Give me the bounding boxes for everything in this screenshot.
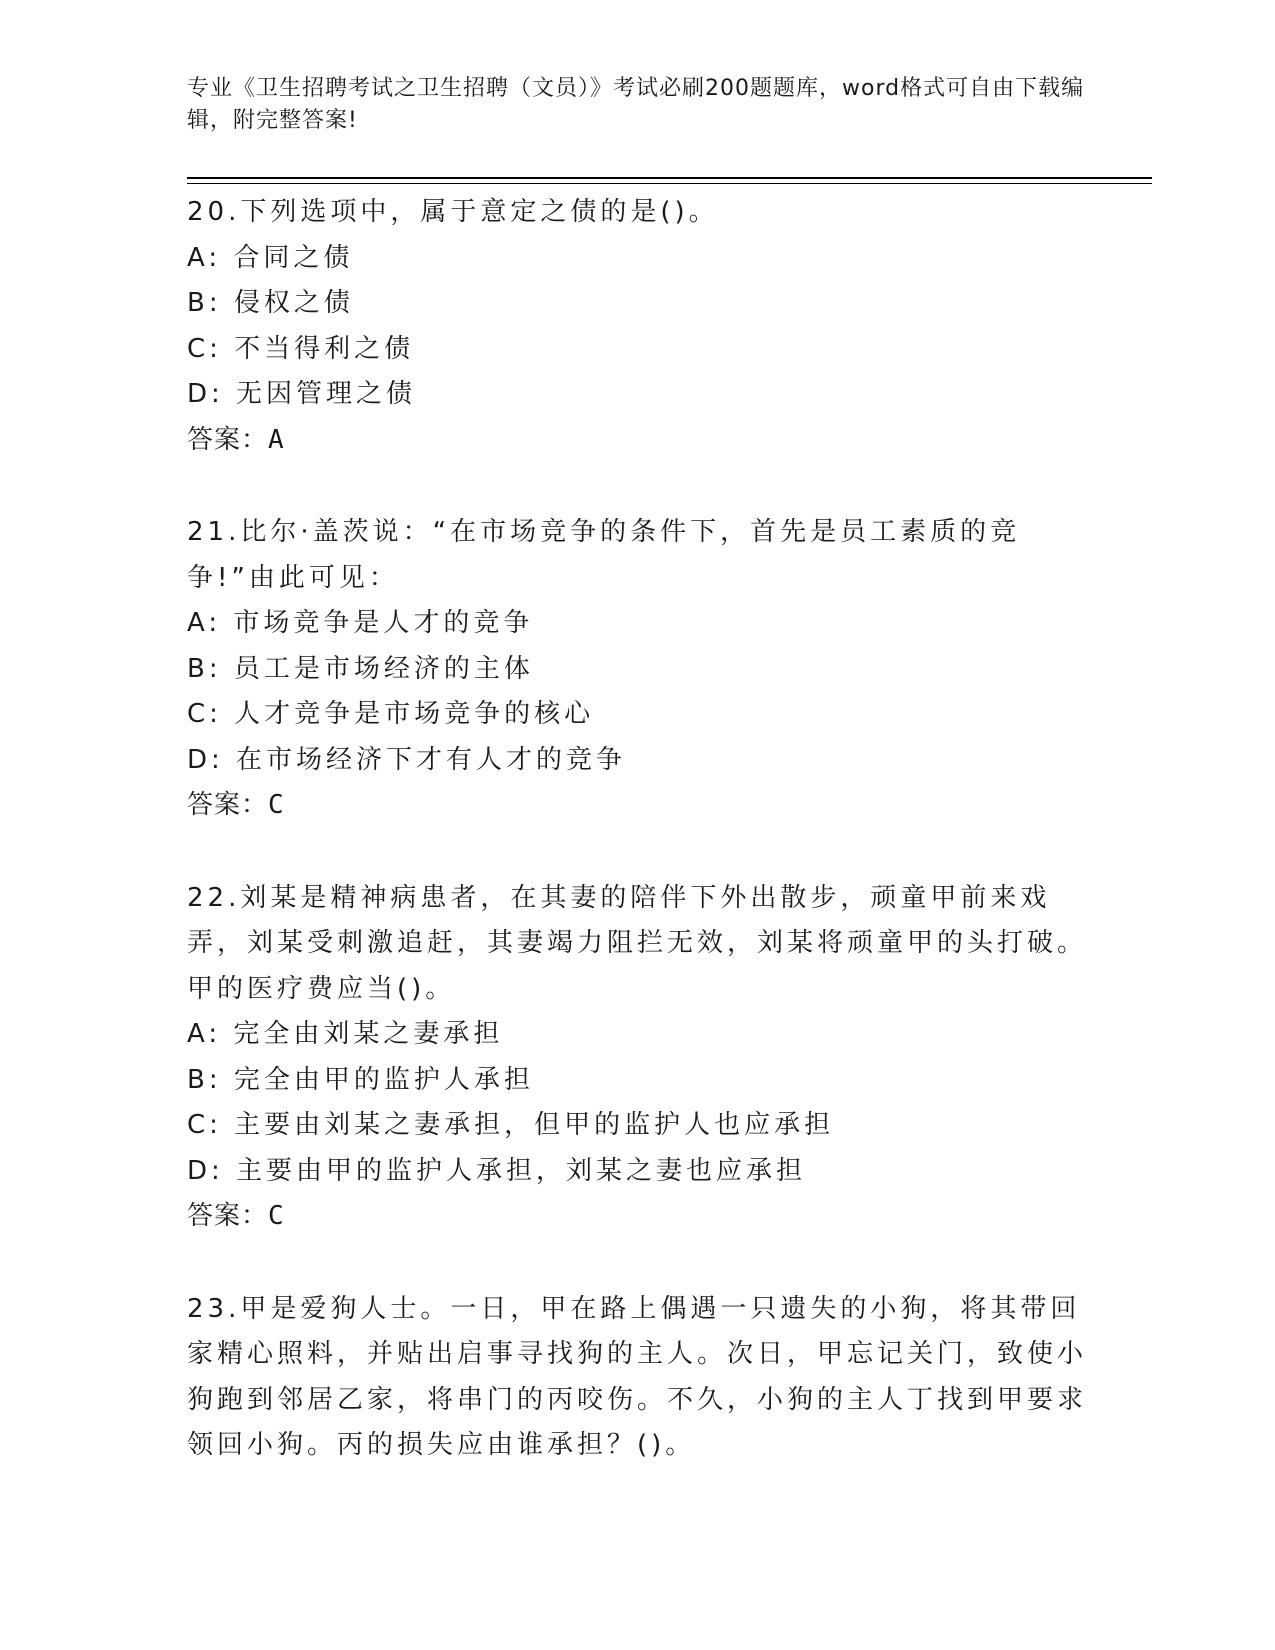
- question-item: [187, 510, 1087, 829]
- question-list: [187, 190, 1087, 1469]
- answer-line: [187, 418, 1087, 464]
- header-divider-thin: [187, 183, 1152, 184]
- answer-line: [187, 783, 1087, 829]
- question-item: [187, 1287, 1087, 1469]
- option-d: D: 无因管理之债: [187, 379, 417, 409]
- option-d: D: 主要由甲的监护人承担，刘某之妻也应承担: [187, 1155, 807, 1186]
- option-a: A: 完全由刘某之妻承担: [187, 1019, 504, 1049]
- answer-label: 答案：: [187, 424, 269, 455]
- option-c: C: 不当得利之债: [187, 333, 415, 364]
- option-d: D: 在市场经济下才有人才的竞争: [187, 744, 627, 775]
- answer-value: C: [268, 1201, 285, 1231]
- option-a: A: 合同之债: [187, 242, 354, 273]
- answer-line: [187, 1194, 1087, 1240]
- document-header: 专业《卫生招聘考试之卫生招聘（文员）》考试必刷200题题库，word格式可自由下载编辑，附完整答案!: [187, 76, 1085, 133]
- question-stem: 20.下列选项中，属于意定之债的是()。: [187, 197, 719, 227]
- option-c: C: 主要由刘某之妻承担，但甲的监护人也应承担: [187, 1110, 835, 1140]
- answer-label: 答案：: [187, 790, 269, 820]
- question-stem: 22.刘某是精神病患者，在其妻的陪伴下外出散步，顽童甲前来戏弄，刘某受刺激追赶，其妻竭力阻拦无效，刘某将顽童甲的头打破。甲的医疗费应当()。: [187, 882, 1088, 1004]
- option-b: B: 完全由甲的监护人承担: [187, 1064, 534, 1095]
- option-c: C: 人才竞争是市场竞争的核心: [187, 699, 595, 729]
- header-divider-thick: [187, 177, 1152, 179]
- question-stem: 21.比尔·盖茨说：“在市场竞争的条件下，首先是员工素质的竞争!”由此可见：: [187, 517, 1021, 593]
- question-item: [187, 190, 1087, 463]
- option-b: B: 员工是市场经济的主体: [187, 653, 534, 684]
- question-item: [187, 876, 1087, 1240]
- option-b: B: 侵权之债: [187, 288, 354, 318]
- answer-label: 答案：: [187, 1201, 269, 1231]
- option-a: A: 市场竞争是人才的竞争: [187, 608, 534, 638]
- question-stem: 23.甲是爱狗人士。一日，甲在路上偶遇一只遗失的小狗，将其带回家精心照料，并贴出启事寻找狗的主人。次日，甲忘记关门，致使小狗跑到邻居乙家，将串门的丙咬伤。不久，小狗的主人丁找到甲要求领回小狗。丙的损失应由谁承担？()。: [187, 1293, 1088, 1460]
- answer-value: C: [268, 790, 285, 820]
- answer-value: A: [268, 424, 285, 455]
